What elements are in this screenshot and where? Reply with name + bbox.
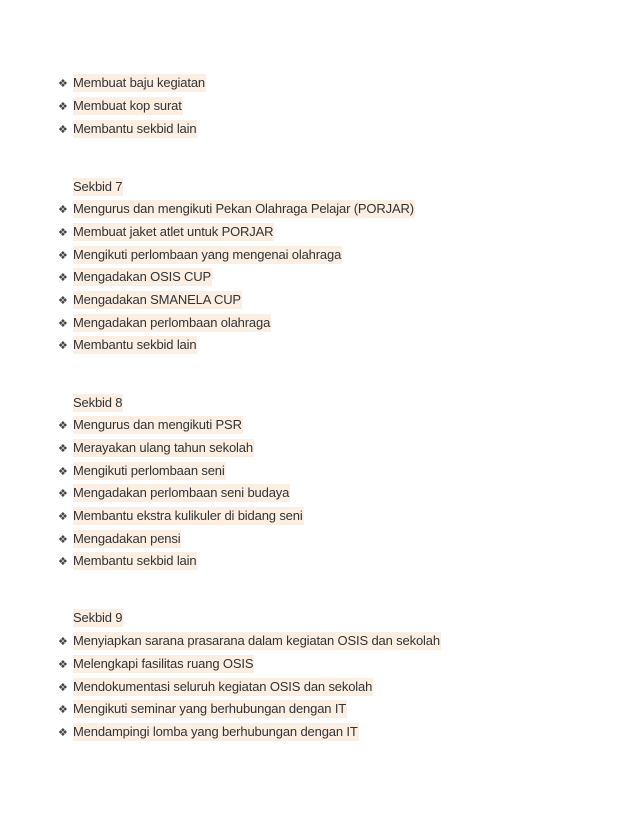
list-item-text: Mengadakan pensi	[73, 531, 181, 546]
bullet-icon: ❖	[58, 293, 68, 307]
list-item-text: Membantu sekbid lain	[73, 337, 197, 352]
section-heading	[73, 393, 123, 413]
bullet-icon: ❖	[58, 532, 68, 546]
list-item-text: Mengikuti perlombaan yang mengenai olahraga	[73, 247, 342, 262]
list-item	[58, 199, 415, 219]
bullet-icon: ❖	[58, 554, 68, 568]
list-item	[58, 483, 290, 503]
section-heading-text: Sekbid 9	[73, 610, 123, 625]
list-item-text: Membuat baju kegiatan	[73, 75, 205, 90]
list-item	[58, 722, 359, 742]
list-item-text: Merayakan ulang tahun sekolah	[73, 440, 253, 455]
list-item-text: Mengadakan SMANELA CUP	[73, 292, 241, 307]
list-item-text: Membantu sekbid lain	[73, 553, 197, 568]
list-item-text: Membuat jaket atlet untuk PORJAR	[73, 224, 274, 239]
list-item-text: Membantu ekstra kulikuler di bidang seni	[73, 508, 303, 523]
list-item	[58, 96, 183, 116]
list-item	[58, 119, 197, 139]
list-item	[58, 631, 441, 651]
bullet-icon: ❖	[58, 634, 68, 648]
bullet-icon: ❖	[58, 725, 68, 739]
bullet-icon: ❖	[58, 225, 68, 239]
list-item	[58, 415, 243, 435]
list-item	[58, 222, 274, 242]
list-item-text: Mengikuti perlombaan seni	[73, 463, 225, 478]
list-item-text: Mengikuti seminar yang berhubungan dengan IT	[73, 701, 347, 716]
list-item	[58, 506, 304, 526]
list-item-text: Mengadakan OSIS CUP	[73, 269, 212, 284]
bullet-icon: ❖	[58, 122, 68, 136]
list-item	[58, 461, 226, 481]
bullet-icon: ❖	[58, 464, 68, 478]
list-item	[58, 335, 197, 355]
list-item	[58, 290, 242, 310]
list-item-text: Menyiapkan sarana prasarana dalam kegiatan OSIS dan sekolah	[73, 633, 440, 648]
bullet-icon: ❖	[58, 338, 68, 352]
bullet-icon: ❖	[58, 418, 68, 432]
list-item-text: Membuat kop surat	[73, 98, 182, 113]
bullet-icon: ❖	[58, 270, 68, 284]
list-item	[58, 551, 197, 571]
section-heading-text: Sekbid 7	[73, 179, 123, 194]
bullet-icon: ❖	[58, 441, 68, 455]
list-item	[58, 313, 271, 333]
list-item	[58, 438, 254, 458]
bullet-icon: ❖	[58, 509, 68, 523]
section-heading	[73, 177, 123, 197]
list-item-text: Mendampingi lomba yang berhubungan dengan IT	[73, 724, 358, 739]
list-item-text: Mengurus dan mengikuti Pekan Olahraga Pelajar (PORJAR)	[73, 201, 414, 216]
list-item-text: Melengkapi fasilitas ruang OSIS	[73, 656, 254, 671]
list-item-text: Mengurus dan mengikuti PSR	[73, 417, 242, 432]
list-item	[58, 245, 342, 265]
section-heading-text: Sekbid 8	[73, 395, 123, 410]
section-heading	[73, 608, 123, 628]
list-item	[58, 654, 254, 674]
bullet-icon: ❖	[58, 680, 68, 694]
list-item-text: Mengadakan perlombaan olahraga	[73, 315, 271, 330]
list-item-text: Mendokumentasi seluruh kegiatan OSIS dan sekolah	[73, 679, 373, 694]
list-item	[58, 699, 347, 719]
bullet-icon: ❖	[58, 316, 68, 330]
list-item	[58, 677, 373, 697]
bullet-icon: ❖	[58, 99, 68, 113]
bullet-icon: ❖	[58, 657, 68, 671]
list-item	[58, 529, 181, 549]
bullet-icon: ❖	[58, 486, 68, 500]
bullet-icon: ❖	[58, 248, 68, 262]
list-item	[58, 267, 212, 287]
bullet-icon: ❖	[58, 76, 68, 90]
bullet-icon: ❖	[58, 702, 68, 716]
list-item-text: Mengadakan perlombaan seni budaya	[73, 485, 290, 500]
bullet-icon: ❖	[58, 202, 68, 216]
list-item	[58, 73, 206, 93]
list-item-text: Membantu sekbid lain	[73, 121, 197, 136]
